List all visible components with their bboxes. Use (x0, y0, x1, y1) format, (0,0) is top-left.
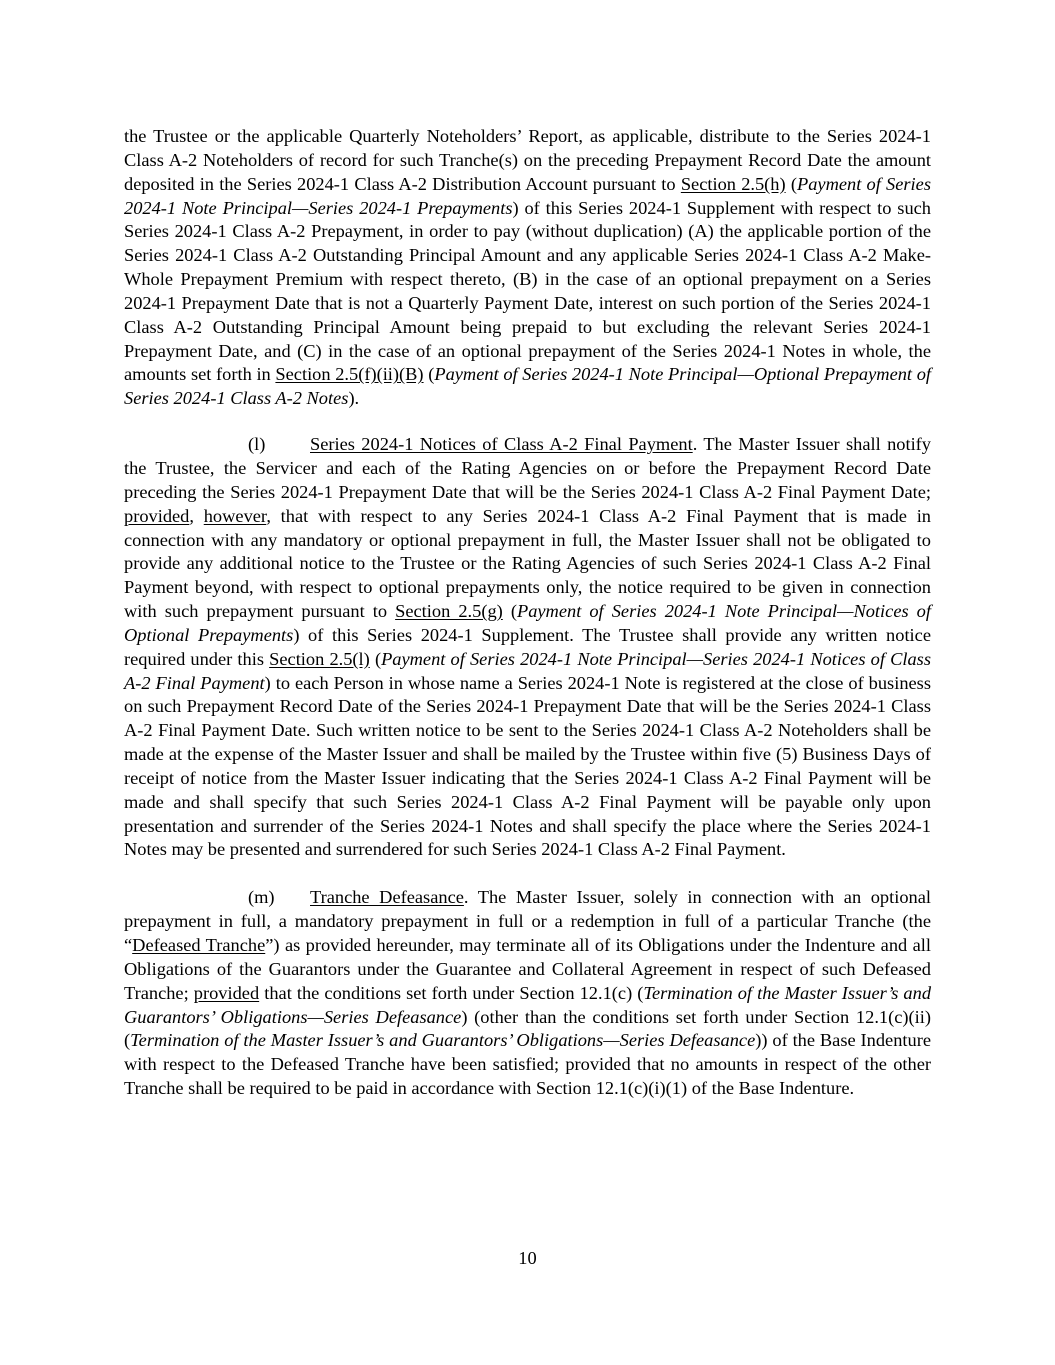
section-ref-2-5-l: Section 2.5(l) (269, 648, 370, 669)
paragraph-marker: (m) (248, 887, 275, 908)
italic-caption: Payment of Series 2024-1 Note Principal—Optional Prepayment of Series 2024-1 Class A-2 Notes (124, 364, 931, 409)
section-ref-2-5-f-ii-b: Section 2.5(f)(ii)(B) (275, 364, 424, 385)
page-number: 10 (518, 1248, 537, 1268)
paragraph-marker: (l) (248, 434, 266, 455)
document-body (124, 125, 931, 1125)
defined-term: Defeased Tranche (132, 935, 266, 955)
italic-caption: Payment of Series 2024-1 Note Principal—Series 2024-1 Notices of Class A-2 Final Payment (124, 648, 931, 693)
section-ref-2-5-h: Section 2.5(h) (680, 173, 786, 194)
underlined-term: provided (193, 982, 260, 1003)
italic-caption: Payment of Series 2024-1 Note Principal—Notices of Optional Prepayments (124, 601, 931, 645)
paragraph-heading: Series 2024-1 Notices of Class A-2 Final Payment (310, 434, 693, 455)
paragraph-continuation: the Trustee or the applicable Quarterly Noteholders’ Report, as applicable, distribute to the Series 2024-1 Class A-2 Noteholders of record for such Tranche(s) on the preceding Prepayment Record Date the amount deposited in the Series 2024-1 Class A-2 Distribution Account pursuant to Section 2.5(h) (Payment of Series 2024-1 Note Principal—Series 2024-1 Prepayments) of this Series 2024-1 Supplement with respect to such Series 2024-1 Class A-2 Prepayment, in order to pay (without duplication) (A) the applicable portion of the Series 2024-1 Class A-2 Outstanding Principal Amount and any applicable Series 2024-1 Class A-2 Make-Whole Prepayment Premium with respect thereto, (B) in the case of an optional prepayment on a Series 2024-1 Prepayment Date that is not a Quarterly Payment Date, interest on such portion of the Series 2024-1 Class A-2 Outstanding Principal Amount being prepaid to but excluding the relevant Series 2024-1 Prepayment Date, and (C) in the case of an optional prepayment of the Series 2024-1 Notes in whole, the amounts set forth in Section 2.5(f)(ii)(B) (Payment of Series 2024-1 Note Principal—Optional Prepayment of Series 2024-1 Class A-2 Notes). (124, 126, 931, 409)
paragraph-m: (m) Tranche Defeasance. The Master Issuer, solely in connection with an optional prepayment in full, a mandatory prepayment in full or a redemption in full of a particular Tranche (the “Defeased Tranche”) as provided hereunder, may terminate all of its Obligations under the Indenture and all Obligations of the Guarantors under the Guarantee and Collateral Agreement in respect of such Defeased Tranche; provided that the conditions set forth under Section 12.1(c) (Termination of the Master Issuer’s and Guarantors’ Obligations—Series Defeasance) (other than the conditions set forth under Section 12.1(c)(ii) (Termination of the Master Issuer’s and Guarantors’ Obligations—Series Defeasance)) of the Base Indenture with respect to the Defeased Tranche have been satisfied; provided that no amounts in respect of the other Tranche shall be required to be paid in accordance with Section 12.1(c)(i)(1) of the Base Indenture. (124, 887, 932, 1099)
underlined-term: provided (124, 505, 190, 526)
italic-caption: Termination of the Master Issuer’s and Guarantors’ Obligations—Series Defeasance (124, 982, 932, 1027)
paragraph-l: (l) Series 2024-1 Notices of Class A-2 Final Payment. The Master Issuer shall notify the Trustee, the Servicer and each of the Rating Agencies on or before the Prepayment Record Date preceding the Series 2024-1 Prepayment Date that will be the Series 2024-1 Class A-2 Final Payment Date; provided, however, that with respect to any Series 2024-1 Class A-2 Final Payment that is made in connection with any mandatory or optional prepayment in full, the Master Issuer shall not be obligated to provide any additional notice to the Trustee or the Rating Agencies of such Series 2024-1 Class A-2 Final Payment beyond, with respect to optional prepayments only, the notice required to be given in connection with such prepayment pursuant to Section 2.5(g) (Payment of Series 2024-1 Note Principal—Notices of Optional Prepayments) of this Series 2024-1 Supplement. The Trustee shall provide any written notice required under this Section 2.5(l) (Payment of Series 2024-1 Note Principal—Series 2024-1 Notices of Class A-2 Final Payment) to each Person in whose name a Series 2024-1 Note is registered at the close of business on such Prepayment Record Date of the Series 2024-1 Prepayment Date that will be the Series 2024-1 Class A-2 Final Payment Date. Such written notice to be sent to the Series 2024-1 Class A-2 Noteholders shall be made at the expense of the Master Issuer and shall be mailed by the Trustee within five (5) Business Days of receipt of notice from the Master Issuer indicating that the Series 2024-1 Class A-2 Final Payment will be made and shall specify that such Series 2024-1 Class A-2 Final Payment will be payable only upon presentation and surrender of the Series 2024-1 Notes and shall specify the place where the Series 2024-1 Notes may be presented and surrendered for such Series 2024-1 Class A-2 Final Payment. (124, 434, 932, 860)
paragraph-heading: Tranche Defeasance (310, 887, 464, 908)
italic-caption: Payment of Series 2024-1 Note Principal—Series 2024-1 Prepayments (124, 173, 931, 218)
italic-caption: Termination of the Master Issuer’s and Guarantors’ Obligations—Series Defeasance (130, 1030, 756, 1051)
underlined-term: however (203, 505, 267, 526)
section-ref-2-5-g: Section 2.5(g) (395, 601, 503, 622)
